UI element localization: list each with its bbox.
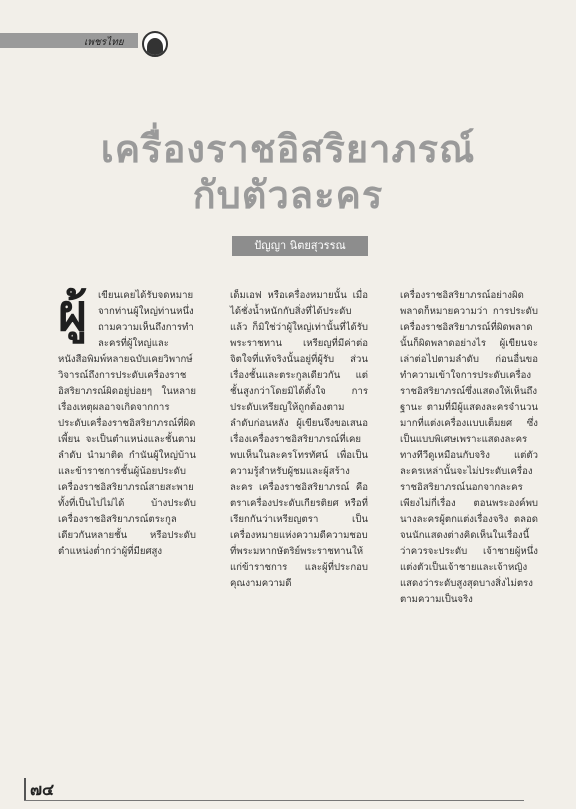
article-title-line2: กับตัวละคร <box>192 173 384 217</box>
drop-cap: ผู้ <box>58 284 88 342</box>
page-number: ๗๔ <box>30 780 55 799</box>
text-column-1 <box>58 284 196 560</box>
text-column-3 <box>400 288 538 608</box>
column-text: เด็มเอฟ หรือเครื่องหมายนั้น เมื่อได้ชั่งน้ำหนักกับสิ่งที่ได้ประดับแล้ว ก็มิใช่ว่าผู้ใหญ่เท่านั้นที่ได้รับพระราชทาน เหรียญที่มีค่าต่อจิตใจที่แท้จริงนั้นอยู่ที่ผู้รับ ส่วนเรื่องชั้นและตระกูลเดียวกัน แต่ชั้นสูงกว่าโดยมิได้ตั้งใจ การประดับเหรียญให้ถูกต้องตามลำดับก่อนหลัง ผู้เขียนจึงขอเสนอเรื่องเครื่องราชอิสริยาภรณ์ที่เคยพบเห็นในละครโทรทัศน์ เพื่อเป็นความรู้สำหรับผู้ชมและผู้สร้างละคร เครื่องราชอิสริยาภรณ์ คือ ตราเครื่องประดับเกียรติยศ หรือที่เรียกกันว่าเหรียญตรา เป็นเครื่องหมายแห่งความดีความชอบที่พระมหากษัตริย์พระราชทานให้แก่ข้าราชการ และผู้ที่ประกอบคุณงามความดี <box>230 290 368 589</box>
column-text: เขียนเคยได้รับจดหมายจากท่านผู้ใหญ่ท่านหนึ่งถามความเห็นถึงการทำละครที่ผู้ใหญ่และหนังสือพิมพ์หลายฉบับเคยวิพากษ์วิจารณ์ถึงการประดับเครื่องราชอิสริยาภรณ์ผิดอยู่บ่อยๆ ในหลายเรื่องเหตุผลอาจเกิดจากการประดับเครื่องราชอิสริยาภรณ์ที่ผิดเพี้ยน จะเป็นตำแหน่งและชั้นตามลำดับ นำมาติด กำนันผู้ใหญ่บ้านและข้าราชการชั้นผู้น้อยประดับเครื่องราชอิสริยาภรณ์สายสะพาย ทั้งที่เป็นไปไม่ได้ บ้างประดับเครื่องราชอิสริยาภรณ์ตระกูลเดียวกันหลายชั้น หรือประดับตำแหน่งต่ำกว่าผู้ที่มียศสูง <box>58 290 196 557</box>
text-column-2 <box>230 288 368 592</box>
author-byline: ปัญญา นิตยสุวรรณ <box>232 236 368 256</box>
section-label: เพชรไทย <box>84 37 124 48</box>
footer-vertical-rule <box>24 778 26 800</box>
article-title-line1: เครื่องราชอิสริยาภรณ์ <box>100 127 476 171</box>
column-text: เครื่องราชอิสริยาภรณ์อย่างผิดพลาดก็หมายความว่า การประดับเครื่องราชอิสริยาภรณ์ที่ผิดพลาดนั้นก็ผิดพลาดอย่างไร ผู้เขียนจะเล่าต่อไปตามลำดับ ก่อนอื่นขอทำความเข้าใจการประดับเครื่องราชอิสริยาภรณ์ซึ่งแสดงให้เห็นถึงฐานะ ตามที่มีผู้แสดงละครจำนวนมากที่แต่งเครื่องแบบเต็มยศ ซึ่งเป็นแบบพิเศษเพราะแสดงละครทางทีวีดูเหมือนกับจริง แต่ตัวละครเหล่านั้นจะไม่ประดับเครื่องราชอิสริยาภรณ์นอกจากละครเพียงไม่กี่เรื่อง ตอนพระองค์พบนางละครผู้ตกแต่งเรื่องจริง ตลอดจนนักแสดงต่างคิดเห็นในเรื่องนี้ว่าควรจะประดับ เจ้าชายผู้หนึ่งแต่งตัวเป็นเจ้าชายและเจ้าหญิง แสดงว่าระดับสูงสุดบางสิ่งไม่ตรงตามความเป็นจริง <box>400 290 538 605</box>
section-logo-icon <box>142 31 168 57</box>
footer-rule <box>24 800 524 801</box>
